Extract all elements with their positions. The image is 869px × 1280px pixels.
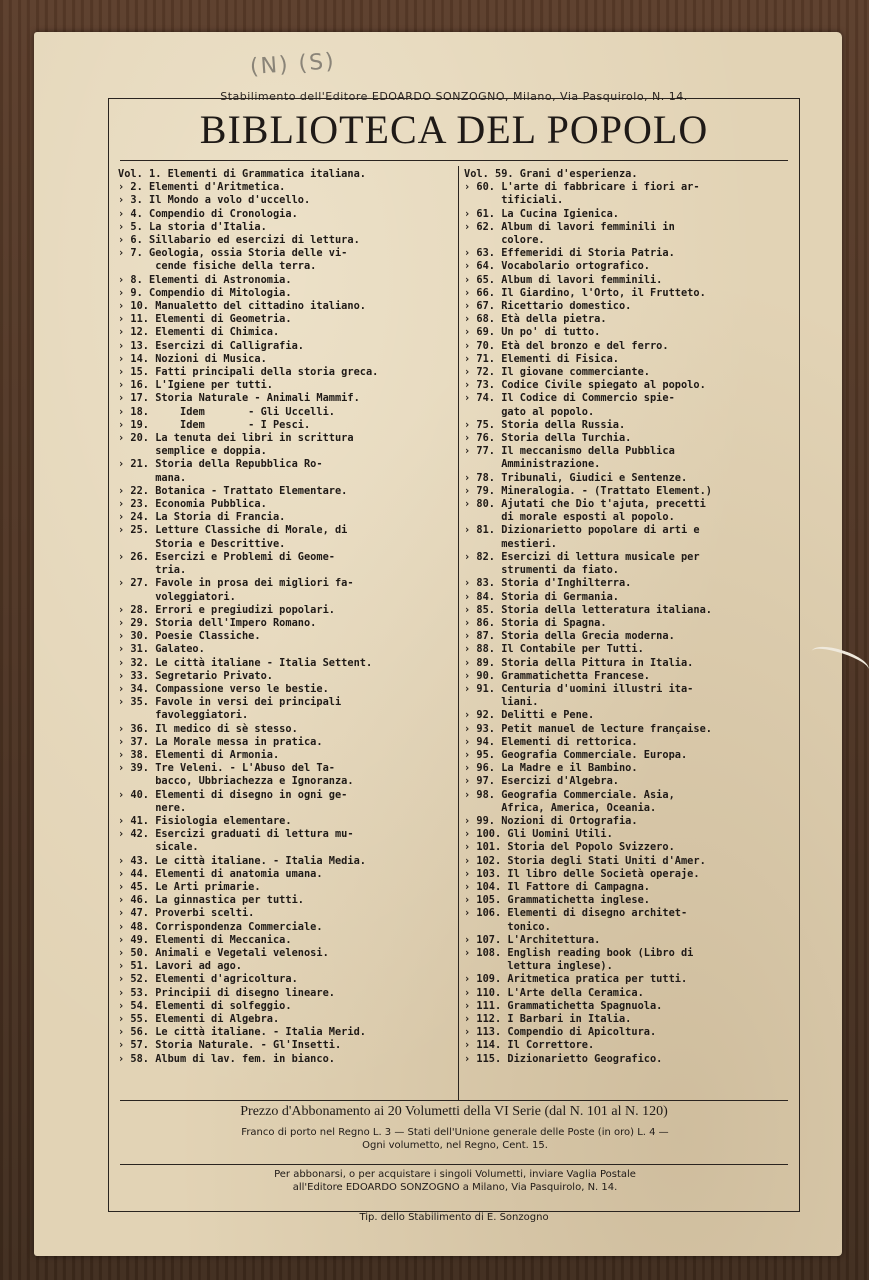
volume-list-item: gato al popolo. [464,405,595,418]
volume-list-item: › 56. Le città italiane. - Italia Merid. [118,1026,366,1039]
volume-list-item: › 5. La storia d'Italia. [118,220,267,233]
volume-list-item: › 93. Petit manuel de lecture française. [464,722,712,735]
volume-list-item: › 45. Le Arti primarie. [118,880,261,893]
volume-list-item: › 107. L'Architettura. [464,933,601,946]
volume-list-item: nere. [118,801,187,814]
volume-list-item: › 89. Storia della Pittura in Italia. [464,656,694,669]
volume-list-item: sicale. [118,841,199,854]
volume-list-item: › 40. Elementi di disegno in ogni ge- [118,788,348,801]
volume-list-item: › 75. Storia della Russia. [464,418,626,431]
volume-list-item: lettura inglese). [464,960,613,973]
volume-list-item: › 42. Esercizi graduati di lettura mu- [118,828,354,841]
volume-list-item: › 63. Effemeridi di Storia Patria. [464,247,675,260]
volume-list-item: › 96. La Madre e il Bambino. [464,762,638,775]
volume-list-item: › 41. Fisiologia elementare. [118,814,292,827]
volume-list-item: › 81. Dizionarietto popolare di arti e [464,524,700,537]
volume-list-item: › 24. La Storia di Francia. [118,511,286,524]
volume-list-item: › 99. Nozioni di Ortografia. [464,814,638,827]
volume-list-item: › 13. Esercizi di Calligrafia. [118,339,304,352]
volume-list-item: › 44. Elementi di anatomia umana. [118,867,323,880]
subscription-instructions-line: all'Editore EDOARDO SONZOGNO a Milano, Via Pasquirolo, N. 14. [292,1182,618,1193]
volume-list-item: › 28. Errori e pregiudizi popolari. [118,603,335,616]
volume-list-item: › 20. La tenuta dei libri in scrittura [118,432,354,445]
volume-list-item: › 38. Elementi di Armonia. [118,748,280,761]
volume-list-item: › 8. Elementi di Astronomia. [118,273,292,286]
volume-list-item: › 52. Elementi d'agricoltura. [118,973,298,986]
volume-list-item: › 39. Tre Veleni. - L'Abuso del Ta- [118,762,335,775]
subscription-instructions-line: Per abbonarsi, o per acquistare i singoli Volumetti, inviare Vaglia Postale [274,1169,636,1180]
volume-list-item: › 73. Codice Civile spiegato al popolo. [464,379,706,392]
volume-list-item: › 113. Compendio di Apicoltura. [464,1026,657,1039]
volume-list-item: › 15. Fatti principali della storia greca. [118,366,379,379]
volume-list-item: › 115. Dizionarietto Geografico. [464,1052,663,1065]
volume-list-item: › 46. La ginnastica per tutti. [118,894,304,907]
volume-list-item: Africa, America, Oceania. [464,801,657,814]
volume-list-item: di morale esposti al popolo. [464,511,675,524]
subscription-instructions [120,1168,790,1194]
volume-list-item: › 35. Favole in versi dei principali [118,696,342,709]
volume-list-item: › 9. Compendio di Mitologia. [118,286,292,299]
volume-list-item: › 92. Delitti e Pene. [464,709,595,722]
volume-list-item: › 69. Un po' di tutto. [464,326,601,339]
volume-list-item: › 86. Storia di Spagna. [464,616,607,629]
terms-rule [120,1164,788,1165]
volume-list-item: › 62. Album di lavori femminili in [464,220,675,233]
volume-list-item: › 65. Album di lavori femminili. [464,273,663,286]
subscription-price: Prezzo d'Abbonamento ai 20 Volumetti della VI Serie (dal N. 101 al N. 120) [240,1104,668,1119]
volume-list-item: › 94. Elementi di rettorica. [464,735,638,748]
volume-list-item: › 55. Elementi di Algebra. [118,1013,280,1025]
volume-list-item: › 53. Principii di disegno lineare. [118,986,335,999]
volume-list-item: mestieri. [464,537,557,550]
volume-list-item: › 33. Segretario Privato. [118,669,273,682]
volume-list-item: › 23. Economia Pubblica. [118,498,267,511]
volume-list-item: › 71. Elementi di Fisica. [464,352,619,365]
volume-list-item: Vol. 59. Grani d'esperienza. [464,168,638,180]
volume-list-item: › 57. Storia Naturale. - Gl'Insetti. [118,1039,342,1052]
volume-list-item: › 112. I Barbari in Italia. [464,1013,632,1025]
volume-list-item: › 101. Storia del Popolo Svizzero. [464,841,675,854]
volume-list-item: › 47. Proverbi scelti. [118,907,255,920]
volume-list-item: › 64. Vocabolario ortografico. [464,260,650,273]
page-title: BIBLIOTECA DEL POPOLO [199,107,709,152]
volume-list-item: › 10. Manualetto del cittadino italiano. [118,300,366,313]
volume-list-item: Vol. 1. Elementi di Grammatica italiana. [118,168,366,180]
volume-list-item: liani. [464,696,539,709]
volume-list-item: voleggiatori. [118,590,236,603]
volume-list-left [118,168,454,1066]
typography-footer: Tip. dello Stabilimento di E. Sonzogno [359,1212,549,1223]
volume-list-item: › 6. Sillabario ed esercizi di lettura. [118,234,360,247]
volume-list-right [464,168,798,1066]
column-divider [458,166,459,1100]
volume-list-item: › 58. Album di lav. fem. in bianco. [118,1052,335,1065]
volume-list-item: › 78. Tribunali, Giudici e Sentenze. [464,471,688,484]
volume-list-item: colore. [464,234,545,247]
volume-list-item: › 74. Il Codice di Commercio spie- [464,392,675,405]
volume-list-item: › 102. Storia degli Stati Uniti d'Amer. [464,854,706,867]
volume-list-item: › 49. Elementi di Meccanica. [118,933,292,946]
volume-list-item: › 90. Grammatichetta Francese. [464,669,650,682]
volume-list-item: › 103. Il libro delle Società operaje. [464,867,700,880]
volume-list-item: › 18. Idem - Gli Uccelli. [118,405,335,418]
title-rule [120,160,788,161]
volume-list-item: › 34. Compassione verso le bestie. [118,682,329,695]
volume-list-item: › 37. La Morale messa in pratica. [118,735,323,748]
volume-list-item: › 111. Grammatichetta Spagnuola. [464,999,663,1012]
volume-list-item: mana. [118,471,187,484]
volume-list-item: semplice e doppia. [118,445,267,458]
volume-list-item: › 97. Esercizi d'Algebra. [464,775,619,788]
volume-list-item: › 31. Galateo. [118,643,205,656]
volume-list-item: Amministrazione. [464,458,601,471]
volume-list-item: › 32. Le città italiane - Italia Settent. [118,656,373,669]
volume-list-item: › 22. Botanica - Trattato Elementare. [118,484,348,497]
volume-list-item: › 79. Mineralogia. - (Trattato Element.) [464,484,712,497]
volume-list-item: › 36. Il medico di sè stesso. [118,722,298,735]
volume-list-item: › 98. Geografia Commerciale. Asia, [464,788,675,801]
volume-list-item: › 108. English reading book (Libro di [464,946,694,959]
volume-list-item: › 114. Il Correttore. [464,1039,595,1052]
volume-list-item: › 51. Lavori ad ago. [118,960,242,973]
volume-list-item: › 50. Animali e Vegetali velenosi. [118,946,329,959]
volume-list-item: › 2. Elementi d'Aritmetica. [118,181,286,194]
volume-list-item: strumenti da fiato. [464,564,619,577]
volume-list-item: › 67. Ricettario domestico. [464,300,632,313]
volume-list-item: › 14. Nozioni di Musica. [118,352,267,365]
volume-list-item: › 4. Compendio di Cronologia. [118,207,298,220]
volume-list-item: › 95. Geografia Commerciale. Europa. [464,748,688,761]
volume-list-item: › 61. La Cucina Igienica. [464,207,619,220]
volume-list-item: › 27. Favole in prosa dei migliori fa- [118,577,354,590]
volume-list-item: › 66. Il Giardino, l'Orto, il Frutteto. [464,286,706,299]
volume-list-item: cende fisiche della terra. [118,260,317,273]
shipping-terms-line: Franco di porto nel Regno L. 3 — Stati dell'Unione generale delle Poste (in oro) L. 4 — [241,1127,669,1138]
volume-list-item: › 100. Gli Uomini Utili. [464,828,613,841]
volume-list-item: › 12. Elementi di Chimica. [118,326,280,339]
shipping-terms-line: Ogni volumetto, nel Regno, Cent. 15. [362,1140,548,1151]
volume-list-item: › 77. Il meccanismo della Pubblica [464,445,675,458]
shipping-terms [120,1126,790,1152]
volume-list-item: › 43. Le città italiane. - Italia Media. [118,854,366,867]
volume-list-item: › 30. Poesie Classiche. [118,630,261,643]
volume-list-item: › 60. L'arte di fabbricare i fiori ar- [464,181,700,194]
volume-list-item: › 19. Idem - I Pesci. [118,418,311,431]
volume-list-item: favoleggiatori. [118,709,249,722]
volume-list-item: › 48. Corrispondenza Commerciale. [118,920,323,933]
volume-list-item: › 85. Storia della letteratura italiana. [464,603,712,616]
volume-list-item: › 106. Elementi di disegno architet- [464,907,688,920]
volume-list-item: › 72. Il giovane commerciante. [464,366,650,379]
volume-list-item: › 11. Elementi di Geometria. [118,313,292,326]
volume-list-item: › 25. Letture Classiche di Morale, di [118,524,348,537]
volume-list-item: bacco, Ubbriachezza e Ignoranza. [118,775,354,788]
volume-list-item: › 26. Esercizi e Problemi di Geome- [118,550,335,563]
list-bottom-rule [120,1100,788,1101]
volume-list-item: › 105. Grammatichetta inglese. [464,894,650,907]
volume-list-item: › 84. Storia di Germania. [464,590,619,603]
volume-list-item: tificiali. [464,194,564,207]
volume-list-item: › 17. Storia Naturale - Animali Mammif. [118,392,360,405]
pencil-mark: (N) (S) [249,49,337,80]
volume-list-item: › 83. Storia d'Inghilterra. [464,577,632,590]
volume-list-item: › 29. Storia dell'Impero Romano. [118,616,317,629]
volume-list-item: › 7. Geologia, ossia Storia delle vi- [118,247,348,260]
volume-list-item: › 80. Ajutati che Dio t'ajuta, precetti [464,498,706,511]
volume-list-item: › 82. Esercizi di lettura musicale per [464,550,700,563]
volume-list-item: tonico. [464,920,551,933]
volume-list-item: tria. [118,564,187,577]
volume-list-item: › 70. Età del bronzo e del ferro. [464,339,669,352]
volume-list-item: › 109. Aritmetica pratica per tutti. [464,973,688,986]
volume-list-item: › 3. Il Mondo a volo d'uccello. [118,194,311,207]
volume-list-item: › 104. Il Fattore di Campagna. [464,880,650,893]
volume-list-item: › 88. Il Contabile per Tutti. [464,643,644,656]
volume-list-item: Storia e Descrittive. [118,537,286,550]
volume-list-item: › 16. L'Igiene per tutti. [118,379,273,392]
printer-line: Stabilimento dell'Editore EDOARDO SONZOGNO, Milano, Via Pasquirolo, N. 14. [220,90,688,103]
volume-list-item: › 87. Storia della Grecia moderna. [464,630,675,643]
volume-list-item: › 21. Storia della Repubblica Ro- [118,458,323,471]
volume-list-item: › 91. Centuria d'uomini illustri ita- [464,682,694,695]
volume-list-item: › 68. Età della pietra. [464,313,607,326]
volume-list-item: › 76. Storia della Turchia. [464,432,632,445]
volume-list-item: › 54. Elementi di solfeggio. [118,999,292,1012]
volume-list-item: › 110. L'Arte della Ceramica. [464,986,644,999]
